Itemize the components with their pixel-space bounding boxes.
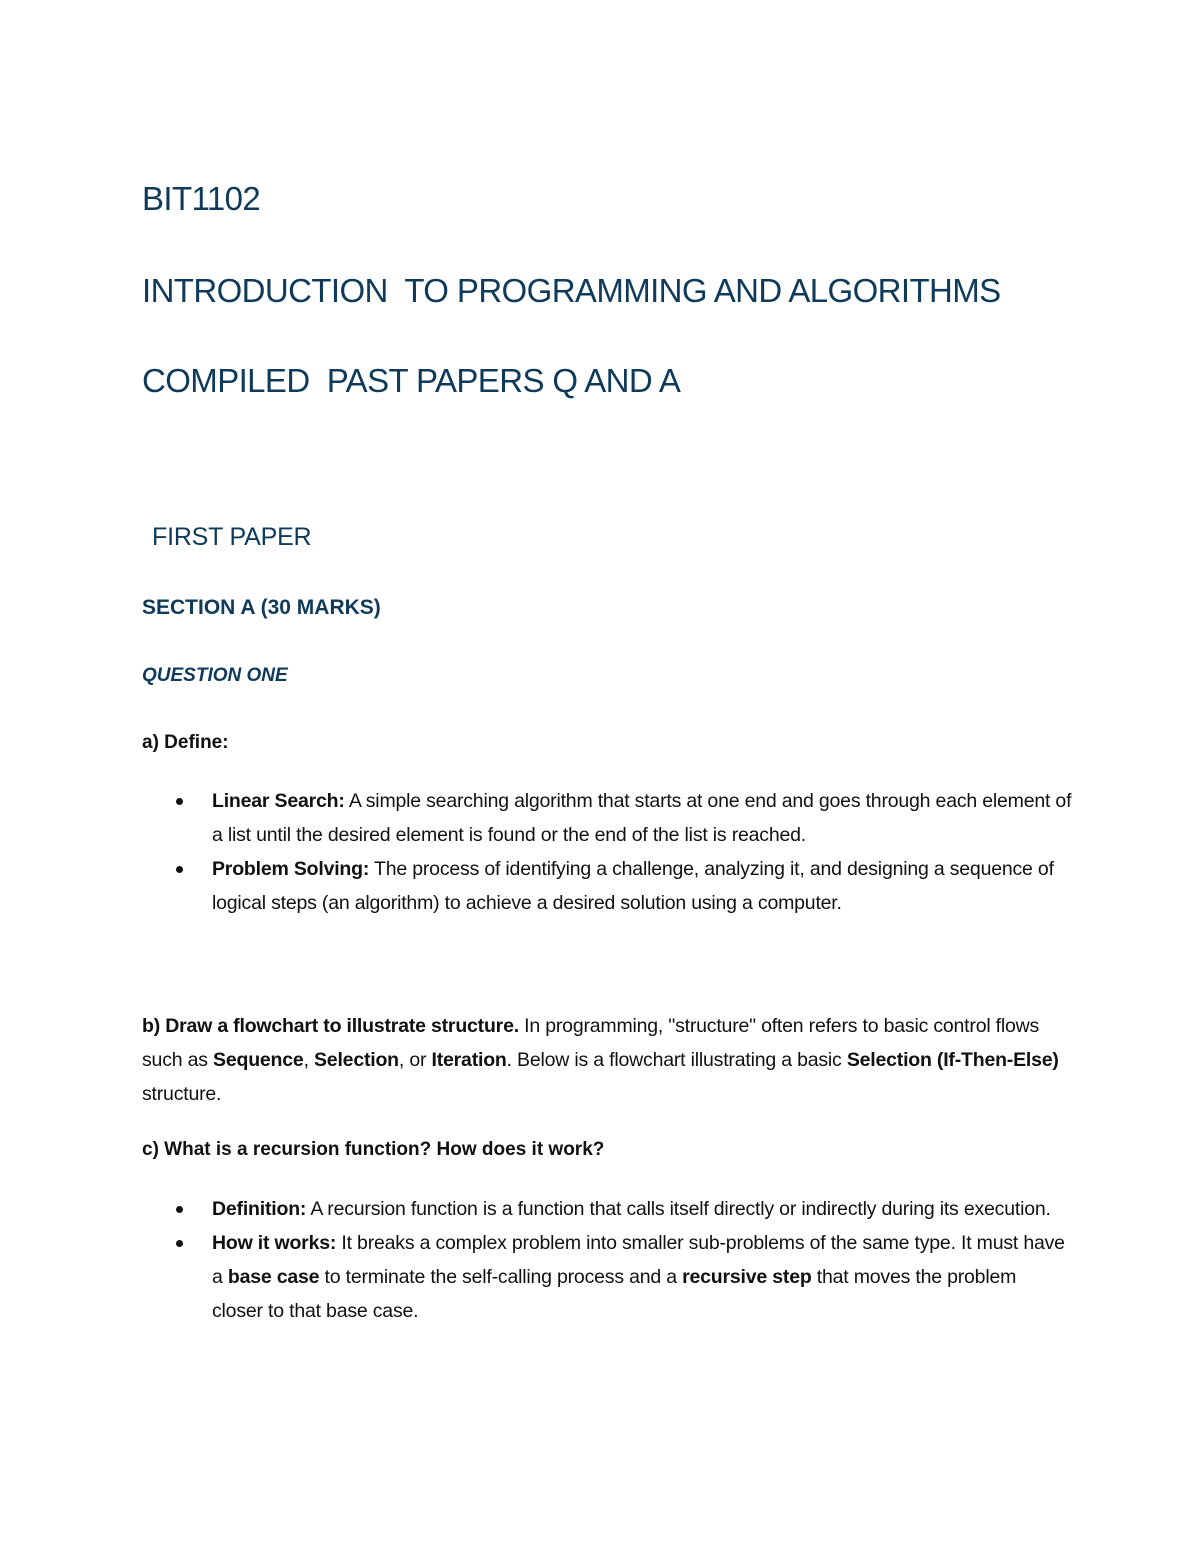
recursion-explanation: It breaks a complex problem into smaller sub-problems of the same type. It must have a (212, 1232, 1065, 1288)
term-problem-solving: Problem Solving: (212, 858, 370, 880)
recursion-list (212, 1192, 1072, 1328)
bullet-icon (176, 1206, 183, 1213)
term-how-it-works: How it works: (212, 1232, 337, 1254)
section-heading: SECTION A (30 MARKS) (142, 596, 381, 619)
part-b-heading: b) Draw a flowchart to illustrate structure. (142, 1015, 519, 1037)
part-a-heading: a) Define: (142, 732, 229, 753)
part-b-text: In programming, "structure" often refers to basic control flows such as (142, 1015, 1040, 1071)
part-b-paragraph (142, 1009, 1062, 1111)
bullet-icon (176, 1240, 183, 1247)
term-linear-search: Linear Search: (212, 790, 345, 812)
question-heading: QUESTION ONE (142, 665, 288, 686)
course-code: BIT1102 (142, 180, 261, 217)
recursion-explanation: that moves the problem closer to that base case. (212, 1266, 1017, 1322)
recursion-definition: A recursion function is a function that calls itself directly or indirectly during its execution. (306, 1198, 1051, 1220)
term-iteration: Iteration (431, 1049, 507, 1071)
definition-problem-solving: The process of identifying a challenge, analyzing it, and designing a sequence of logical steps (an algorithm) to achieve a desired solution using a computer. (212, 858, 1054, 914)
definition-linear-search: A simple searching algorithm that starts at one end and goes through each element of a list until the desired element is found or the end of the list is reached. (212, 790, 1072, 846)
document-title: COMPILED PAST PAPERS Q AND A (142, 362, 681, 399)
bullet-icon (176, 798, 183, 805)
term-selection-structure: Selection (If-Then-Else) (846, 1049, 1059, 1071)
list-item (212, 852, 1072, 920)
definitions-list (212, 784, 1072, 920)
part-b-separator: , (303, 1049, 314, 1071)
part-c-heading: c) What is a recursion function? How does it work? (142, 1139, 605, 1160)
term-definition: Definition: (212, 1198, 307, 1220)
part-b-text: . Below is a flowchart illustrating a basic (506, 1049, 847, 1071)
term-sequence: Sequence (213, 1049, 304, 1071)
term-base-case: base case (227, 1266, 320, 1288)
list-item (212, 784, 1072, 852)
term-recursive-step: recursive step (682, 1266, 812, 1288)
recursion-explanation: to terminate the self-calling process and a (319, 1266, 683, 1288)
list-item (212, 1192, 1072, 1226)
part-b-separator: , or (398, 1049, 432, 1071)
term-selection: Selection (314, 1049, 399, 1071)
paper-label: FIRST PAPER (152, 523, 312, 551)
bullet-icon (176, 866, 183, 873)
list-item (212, 1226, 1072, 1328)
part-b-text: structure. (142, 1083, 222, 1105)
course-title: INTRODUCTION TO PROGRAMMING AND ALGORITHMS (142, 272, 1001, 309)
